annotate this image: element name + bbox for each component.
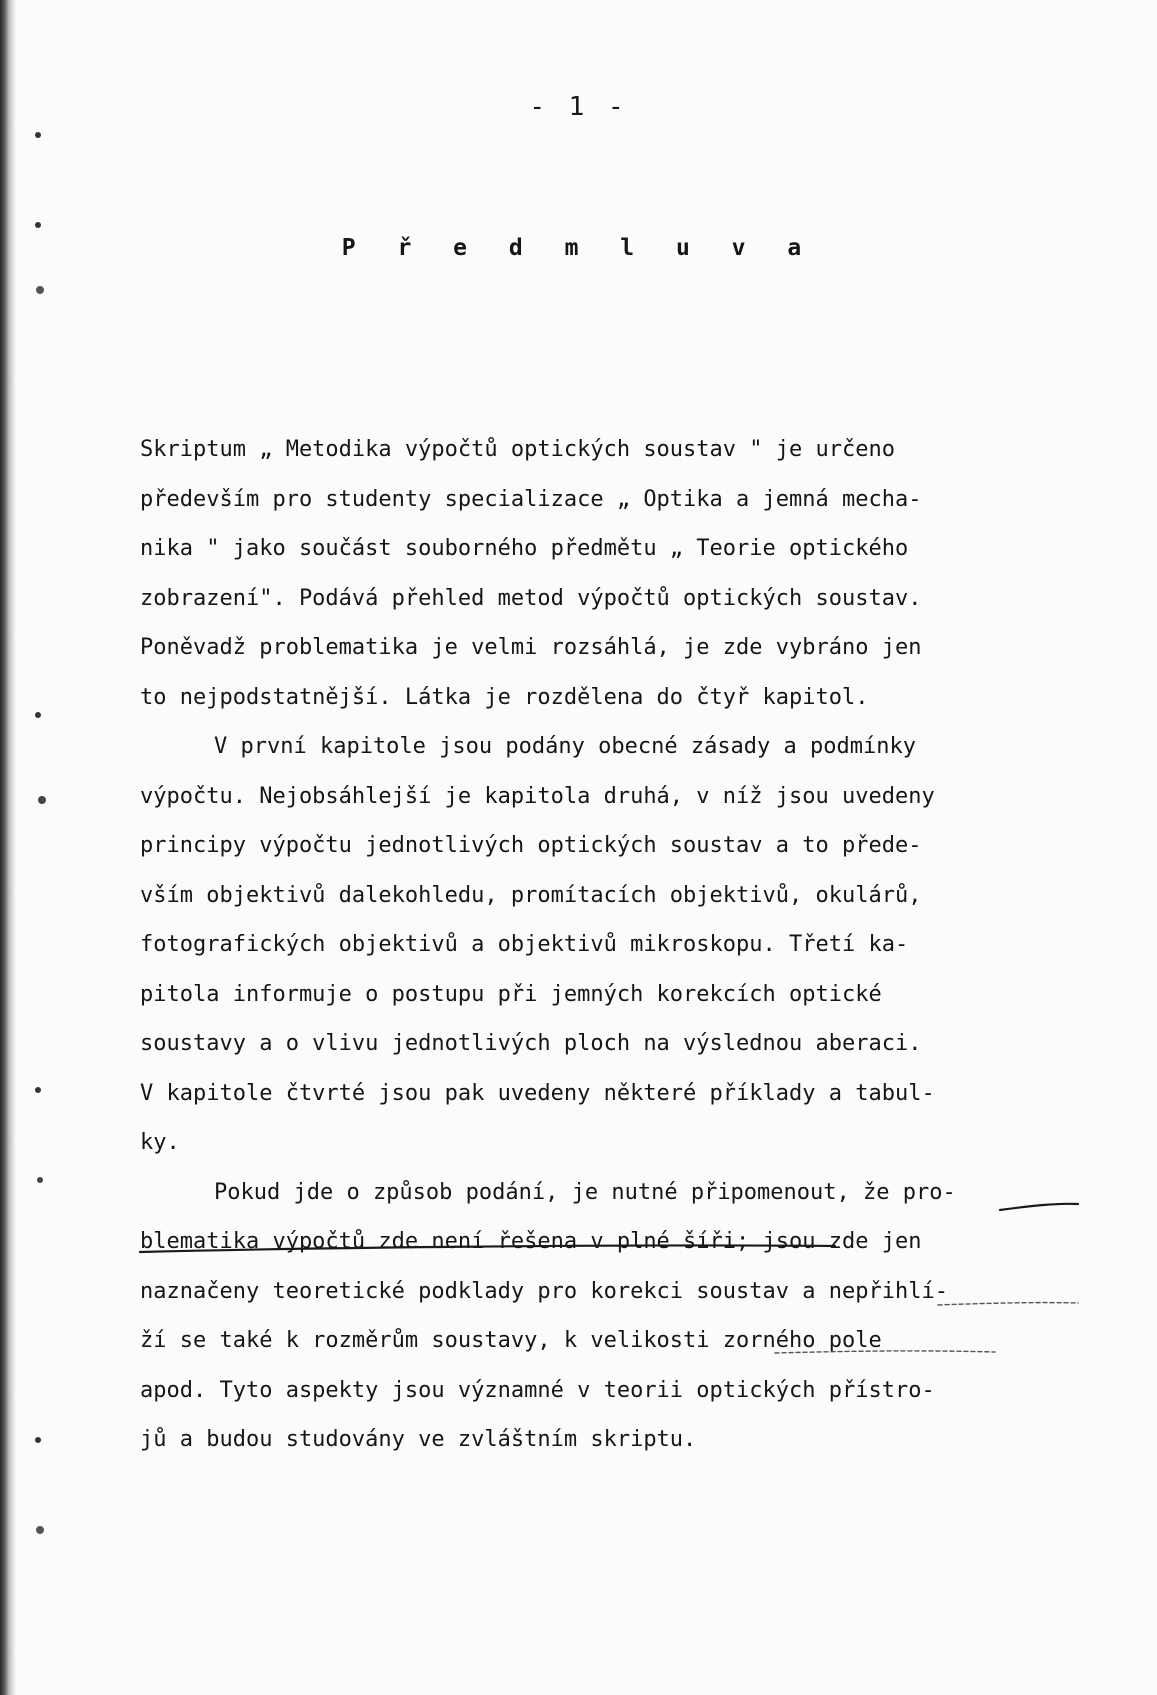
text-line: Pokud jde o způsob podání, je nutné připomenout, že pro- <box>214 1179 956 1205</box>
text-line: V kapitole čtvrté jsou pak uvedeny některé příklady a tabul- <box>140 1080 935 1106</box>
text-line: to nejpodstatnější. Látka je rozdělena do čtyř kapitol. <box>140 684 869 710</box>
text-line: nika " jako součást souborného předmětu „ Teorie optického <box>140 536 909 561</box>
text-line: výpočtu. Nejobsáhlejší je kapitola druhá, v níž jsou uvedeny <box>140 783 935 809</box>
text-line: ky. <box>140 1130 180 1155</box>
binder-mark <box>37 1177 43 1183</box>
page-heading: P ř e d m l u v a <box>341 235 816 261</box>
text-line: vším objektivů dalekohledu, promítacích objektivů, okulárů, <box>140 882 922 908</box>
text-line: apod. Tyto aspekty jsou významné v teorii optických přístro- <box>140 1377 935 1403</box>
text-line: naznačeny teoretické podklady pro korekci soustav a nepřihlí- <box>140 1278 948 1304</box>
text-line: pitola informuje o postupu při jemných korekcích optické <box>140 981 882 1007</box>
text-line: ží se také k rozměrům soustavy, k velikosti zorného pole <box>140 1328 882 1353</box>
binder-mark <box>35 1087 41 1093</box>
page-number: - 1 - <box>529 92 628 122</box>
text-line: principy výpočtu jednotlivých optických soustav a to přede- <box>140 833 922 858</box>
binder-mark <box>35 1437 41 1443</box>
text-line: V první kapitole jsou podány obecné zásady a podmínky <box>214 734 916 759</box>
text-line: jů a budou studovány ve zvláštním skriptu. <box>140 1427 697 1452</box>
binder-mark <box>36 286 44 294</box>
text-line: Poněvadž problematika je velmi rozsáhlá, je zde vybráno jen <box>140 635 922 660</box>
binder-mark <box>36 1526 44 1534</box>
binder-mark <box>35 222 41 228</box>
text-line: fotografických objektivů a objektivů mikroskopu. Třetí ka- <box>140 932 909 957</box>
binder-mark <box>35 132 41 138</box>
text-line: Skriptum „ Metodika výpočtů optických soustav " je určeno <box>140 437 895 462</box>
binder-mark <box>38 796 46 804</box>
binder-mark <box>35 712 41 718</box>
text-line: blematika výpočtů zde není řešena v plné šíři; jsou zde jen <box>140 1229 922 1254</box>
body-text <box>140 425 1080 1465</box>
text-line: soustavy a o vlivu jednotlivých ploch na výslednou aberaci. <box>140 1031 922 1056</box>
text-line: především pro studenty specializace „ Optika a jemná mecha- <box>140 486 922 512</box>
text-line: zobrazení". Podává přehled metod výpočtů optických soustav. <box>140 585 922 611</box>
